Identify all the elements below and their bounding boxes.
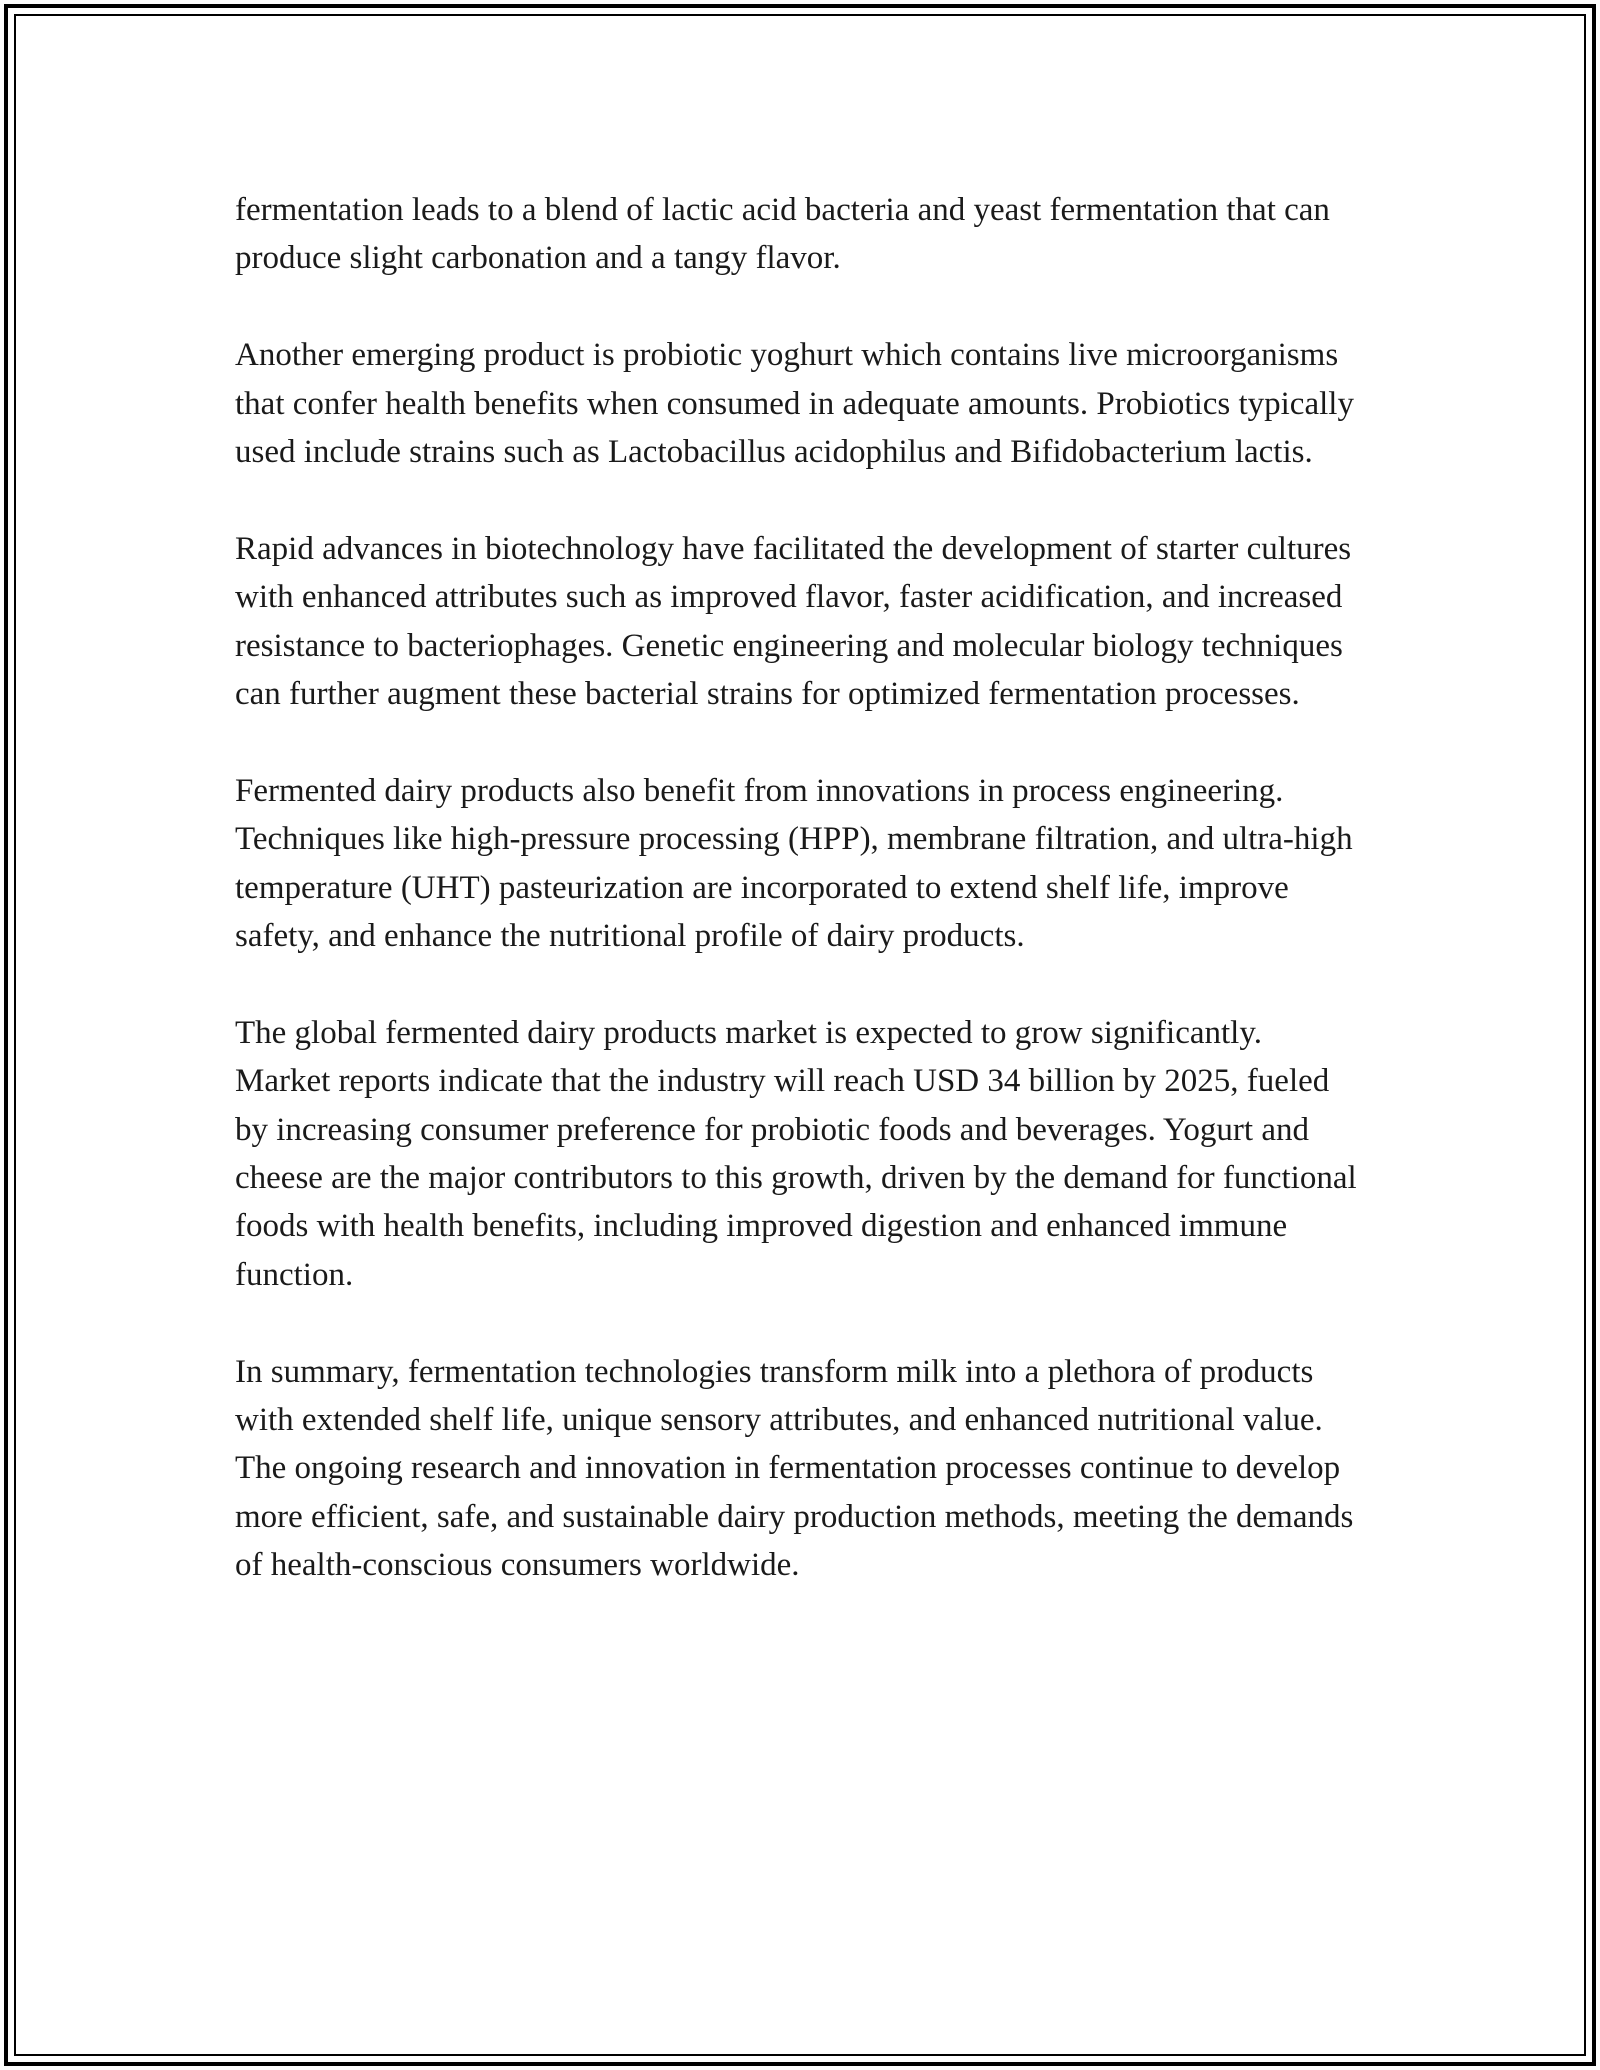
paragraph-biotechnology: Rapid advances in biotechnology have facilitated the development of starter cultures with enhanced attributes such as improved flavor, faster acidification, and increased resistance to bacteriophages. Genetic engineering and molecular biology techniques can further augment these bacterial strains for optimized fermentation processes. xyxy=(235,530,1352,713)
paragraph-market-growth: The global fermented dairy products market is expected to grow significantly. Market reports indicate that the industry will reach USD 34 billion by 2025, fueled by increasing consumer preference for probiotic foods and beverages. Yogurt and cheese are the major contributors to this growth, driven by the demand for functional foods with health benefits, including improved digestion and enhanced immune function. xyxy=(235,1014,1357,1293)
paragraph-summary: In summary, fermentation technologies transform milk into a plethora of products with extended shelf life, unique sensory attributes, and enhanced nutritional value. The ongoing research and innovation in fermentation processes continue to develop more efficient, safe, and sustainable dairy production methods, meeting the demands of health-conscious consumers worldwide. xyxy=(235,1353,1354,1584)
document-body xyxy=(235,186,1365,1638)
paragraph-fermentation-blend: fermentation leads to a blend of lactic acid bacteria and yeast fermentation that can produce slight carbonation and a tangy flavor. xyxy=(235,192,1330,277)
paragraph-process-engineering: Fermented dairy products also benefit from innovations in process engineering. Techniques like high-pressure processing (HPP), membrane filtration, and ultra-high temperature (UHT) pasteurization are incorporated to extend shelf life, improve safety, and enhance the nutritional profile of dairy products. xyxy=(235,772,1353,955)
paragraph-probiotic-yoghurt: Another emerging product is probiotic yoghurt which contains live microorganisms that confer health benefits when consumed in adequate amounts. Probiotics typically used include strains such as Lactobacillus acidophilus and Bifidobacterium lactis. xyxy=(235,337,1354,471)
